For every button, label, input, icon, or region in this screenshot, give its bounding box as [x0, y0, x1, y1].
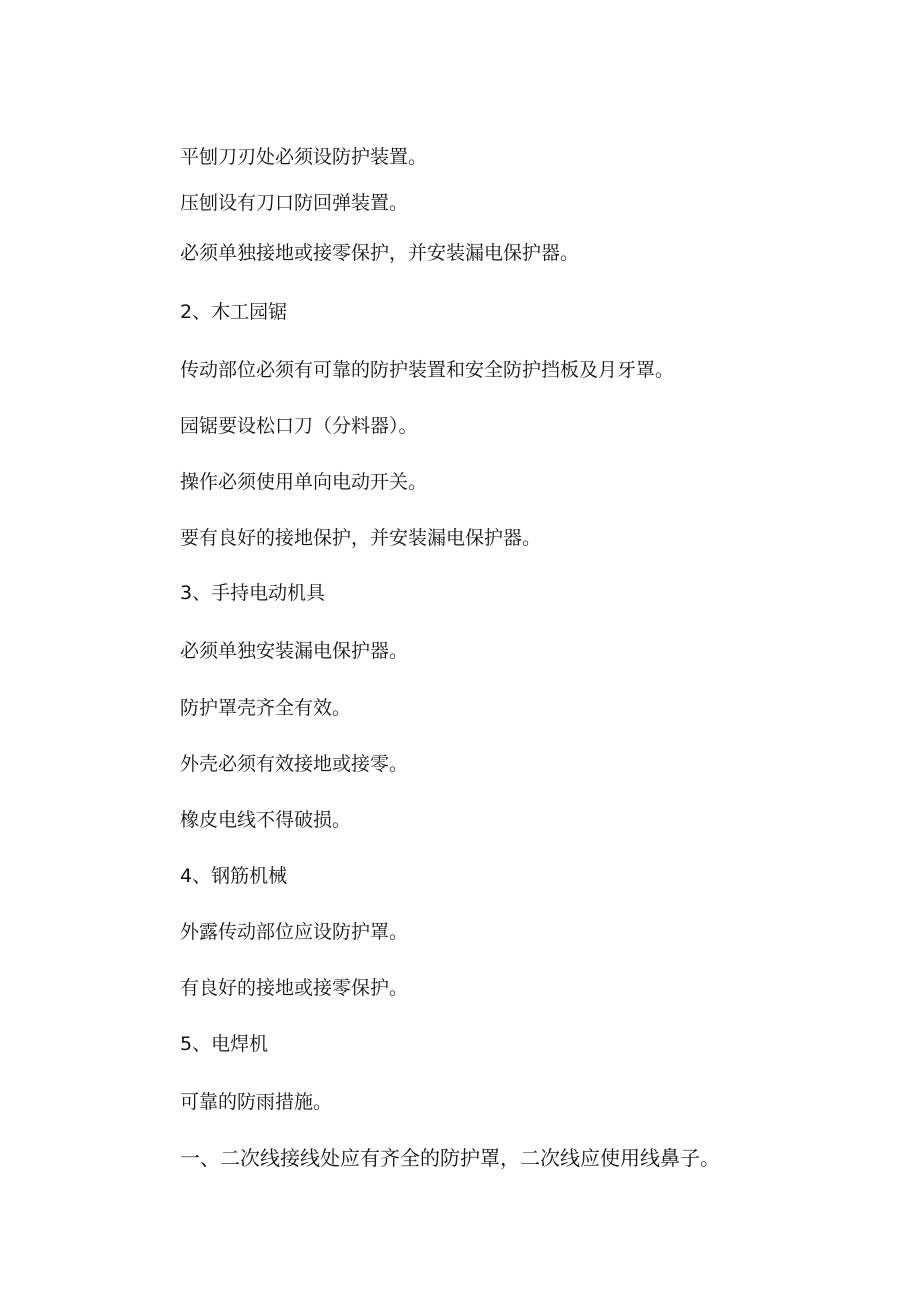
- text-line: 必须单独安装漏电保护器。: [180, 640, 409, 662]
- section-heading: 2、木工园锯: [180, 301, 288, 323]
- text-line: 操作必须使用单向电动开关。: [180, 471, 428, 493]
- text-line: 外露传动部位应设防护罩。: [180, 921, 409, 943]
- text-line: 传动部位必须有可靠的防护装置和安全防护挡板及月牙罩。: [180, 359, 675, 381]
- section-heading: 4、钢筋机械: [180, 865, 288, 887]
- text-line: 压刨设有刀口防回弹装置。: [180, 192, 409, 214]
- section-heading: 3、手持电动机具: [180, 582, 326, 604]
- text-line: 要有良好的接地保护，并安装漏电保护器。: [180, 527, 542, 549]
- text-line: 可靠的防雨措施。: [180, 1091, 333, 1113]
- text-line: 橡皮电线不得破损。: [180, 809, 352, 831]
- text-line: 有良好的接地或接零保护。: [180, 977, 409, 999]
- text-line: 平刨刀刃处必须设防护装置。: [180, 146, 428, 168]
- section-heading: 5、电焊机: [180, 1033, 269, 1055]
- text-line: 防护罩壳齐全有效。: [180, 697, 352, 719]
- text-line: 必须单独接地或接零保护，并安装漏电保护器。: [180, 242, 580, 264]
- text-line: 外壳必须有效接地或接零。: [180, 753, 409, 775]
- text-line: 一、二次线接线处应有齐全的防护罩，二次线应使用线鼻子。: [180, 1146, 720, 1170]
- text-line: 园锯要设松口刀（分料器）。: [180, 415, 418, 437]
